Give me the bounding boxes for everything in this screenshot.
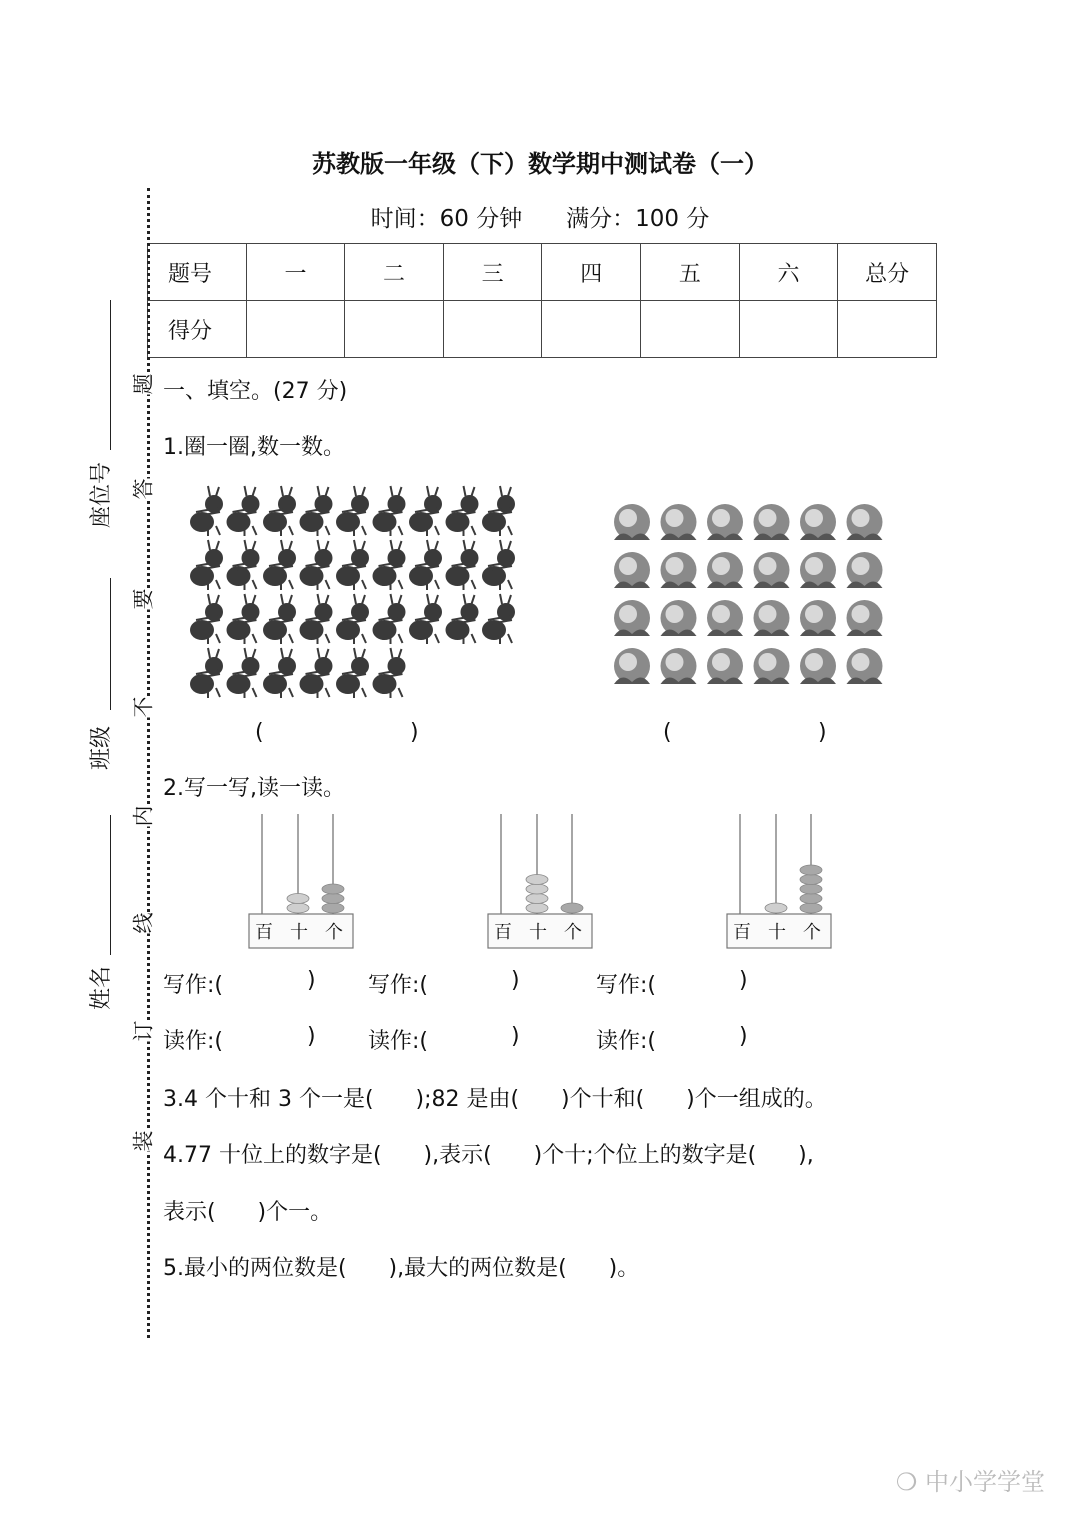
place-label: 十	[290, 922, 308, 943]
peach-icon	[847, 648, 883, 684]
place-label: 个	[803, 922, 821, 943]
paren-close: )	[511, 968, 520, 993]
peach-icon	[614, 552, 650, 588]
read-label: 读作:(	[163, 1029, 223, 1054]
peach-icon	[754, 552, 790, 588]
ant-icon	[190, 486, 223, 536]
margin-char: 订	[131, 1020, 156, 1042]
peaches-picture	[610, 502, 895, 702]
place-label: 百	[733, 922, 751, 943]
table-header: 二	[345, 244, 444, 301]
table-header: 五	[641, 244, 740, 301]
seat-line	[110, 300, 111, 450]
abacus-bead	[526, 884, 548, 894]
score-cell	[739, 301, 838, 358]
question-4-cont: 表示( )个一。	[163, 1200, 333, 1225]
ant-icon	[446, 594, 479, 644]
margin-char: 装	[131, 1130, 156, 1152]
place-label: 百	[494, 922, 512, 943]
ant-icon	[373, 486, 406, 536]
peach-icon	[707, 504, 743, 540]
answer-paren-close: )	[818, 720, 827, 745]
table-header: 一	[246, 244, 345, 301]
ant-icon	[446, 486, 479, 536]
row-label: 得分	[148, 301, 247, 358]
abacus-bead	[800, 875, 822, 885]
ant-icon	[482, 486, 515, 536]
score-cell	[443, 301, 542, 358]
ant-icon	[190, 540, 223, 590]
peach-icon	[754, 600, 790, 636]
margin-char: 内	[131, 805, 156, 827]
ant-icon	[263, 486, 296, 536]
peach-icon	[707, 648, 743, 684]
margin-char: 答	[131, 478, 156, 500]
peach-icon	[754, 504, 790, 540]
ant-icon	[373, 648, 406, 698]
peach-icon	[661, 600, 697, 636]
read-label: 读作:(	[596, 1029, 656, 1054]
abacus-bead	[526, 903, 548, 913]
ant-icon	[190, 648, 223, 698]
abacus-bead	[800, 865, 822, 875]
table-row	[148, 244, 937, 301]
peach-icon	[661, 504, 697, 540]
ants-picture	[188, 482, 533, 707]
ant-icon	[263, 594, 296, 644]
peach-icon	[754, 648, 790, 684]
abacus-bead	[322, 903, 344, 913]
peach-icon	[614, 600, 650, 636]
ant-icon	[409, 594, 442, 644]
score-cell	[542, 301, 641, 358]
ant-icon	[300, 594, 333, 644]
answer-paren-open: (	[663, 720, 672, 745]
ant-icon	[446, 540, 479, 590]
peach-icon	[800, 600, 836, 636]
peach-icon	[707, 600, 743, 636]
paren-close: )	[307, 1024, 316, 1049]
abacus-bead	[322, 884, 344, 894]
abacus	[248, 812, 358, 952]
ant-icon	[373, 594, 406, 644]
paren-close: )	[307, 968, 316, 993]
ant-icon	[373, 540, 406, 590]
place-label: 十	[768, 922, 786, 943]
ant-icon	[336, 486, 369, 536]
table-header: 总分	[838, 244, 937, 301]
write-label: 写作:(	[368, 973, 428, 998]
question-1: 1.圈一圈,数一数。	[163, 435, 345, 460]
peach-icon	[614, 648, 650, 684]
abacus-bead	[800, 884, 822, 894]
peach-icon	[707, 552, 743, 588]
table-header: 题号	[148, 244, 247, 301]
watermark-text: 中小学学堂	[925, 1468, 1045, 1496]
score-cell	[838, 301, 937, 358]
abacus	[726, 812, 836, 952]
question-3: 3.4 个十和 3 个一是( );82 是由( )个十和( )个一组成的。	[163, 1087, 827, 1112]
place-label: 个	[325, 922, 343, 943]
margin-char: 题	[131, 373, 156, 395]
write-label: 写作:(	[163, 973, 223, 998]
write-label: 写作:(	[596, 973, 656, 998]
ant-icon	[227, 648, 260, 698]
ant-icon	[190, 594, 223, 644]
seat-label: 座位号	[89, 461, 114, 528]
ant-icon	[227, 486, 260, 536]
table-header: 三	[443, 244, 542, 301]
ant-icon	[300, 540, 333, 590]
ant-icon	[482, 594, 515, 644]
ant-icon	[336, 594, 369, 644]
peach-icon	[847, 600, 883, 636]
table-header: 四	[542, 244, 641, 301]
ant-icon	[409, 486, 442, 536]
score-cell	[246, 301, 345, 358]
binding-line	[147, 188, 150, 1338]
abacus-bead	[526, 894, 548, 904]
paren-close: )	[739, 968, 748, 993]
abacus-bead	[800, 903, 822, 913]
margin-char: 线	[131, 912, 156, 934]
table-header: 六	[739, 244, 838, 301]
name-line	[110, 815, 111, 955]
score-cell	[345, 301, 444, 358]
peach-icon	[661, 648, 697, 684]
ant-icon	[300, 486, 333, 536]
read-label: 读作:(	[368, 1029, 428, 1054]
score-cell	[641, 301, 740, 358]
paren-close: )	[739, 1024, 748, 1049]
ant-icon	[336, 648, 369, 698]
score-table	[147, 243, 937, 358]
place-label: 百	[255, 922, 273, 943]
ant-icon	[227, 594, 260, 644]
peach-icon	[614, 504, 650, 540]
abacus-bead	[526, 875, 548, 885]
peach-icon	[847, 552, 883, 588]
table-row	[148, 301, 937, 358]
ant-icon	[482, 540, 515, 590]
ant-icon	[300, 648, 333, 698]
abacus-bead	[322, 894, 344, 904]
watermark	[896, 1462, 1045, 1497]
abacus-bead	[765, 903, 787, 913]
place-label: 个	[564, 922, 582, 943]
abacus-bead	[287, 894, 309, 904]
abacus	[487, 812, 597, 952]
peach-icon	[661, 552, 697, 588]
wechat-icon: ❍	[895, 1468, 925, 1496]
ant-icon	[263, 540, 296, 590]
answer-paren-close: )	[410, 720, 419, 745]
peach-icon	[800, 648, 836, 684]
margin-char: 要	[131, 588, 156, 610]
ant-icon	[227, 540, 260, 590]
ant-icon	[336, 540, 369, 590]
page-title: 苏教版一年级（下）数学期中测试卷（一）	[312, 150, 768, 178]
class-label: 班级	[89, 725, 114, 770]
abacus-bead	[287, 903, 309, 913]
peach-icon	[800, 552, 836, 588]
abacus-bead	[800, 894, 822, 904]
section-heading: 一、填空。(27 分)	[163, 379, 348, 404]
class-line	[110, 578, 111, 710]
name-label: 姓名	[89, 965, 114, 1010]
paren-close: )	[511, 1024, 520, 1049]
ant-icon	[263, 648, 296, 698]
margin-char: 不	[131, 696, 156, 718]
question-5: 5.最小的两位数是( ),最大的两位数是( )。	[163, 1256, 640, 1281]
answer-paren-open: (	[255, 720, 264, 745]
question-4: 4.77 十位上的数字是( ),表示( )个十;个位上的数字是( ),	[163, 1143, 814, 1168]
exam-info: 时间：60 分钟 满分：100 分	[370, 206, 710, 232]
peach-icon	[847, 504, 883, 540]
ant-icon	[409, 540, 442, 590]
peach-icon	[800, 504, 836, 540]
question-2: 2.写一写,读一读。	[163, 776, 345, 801]
abacus-bead	[561, 903, 583, 913]
place-label: 十	[529, 922, 547, 943]
